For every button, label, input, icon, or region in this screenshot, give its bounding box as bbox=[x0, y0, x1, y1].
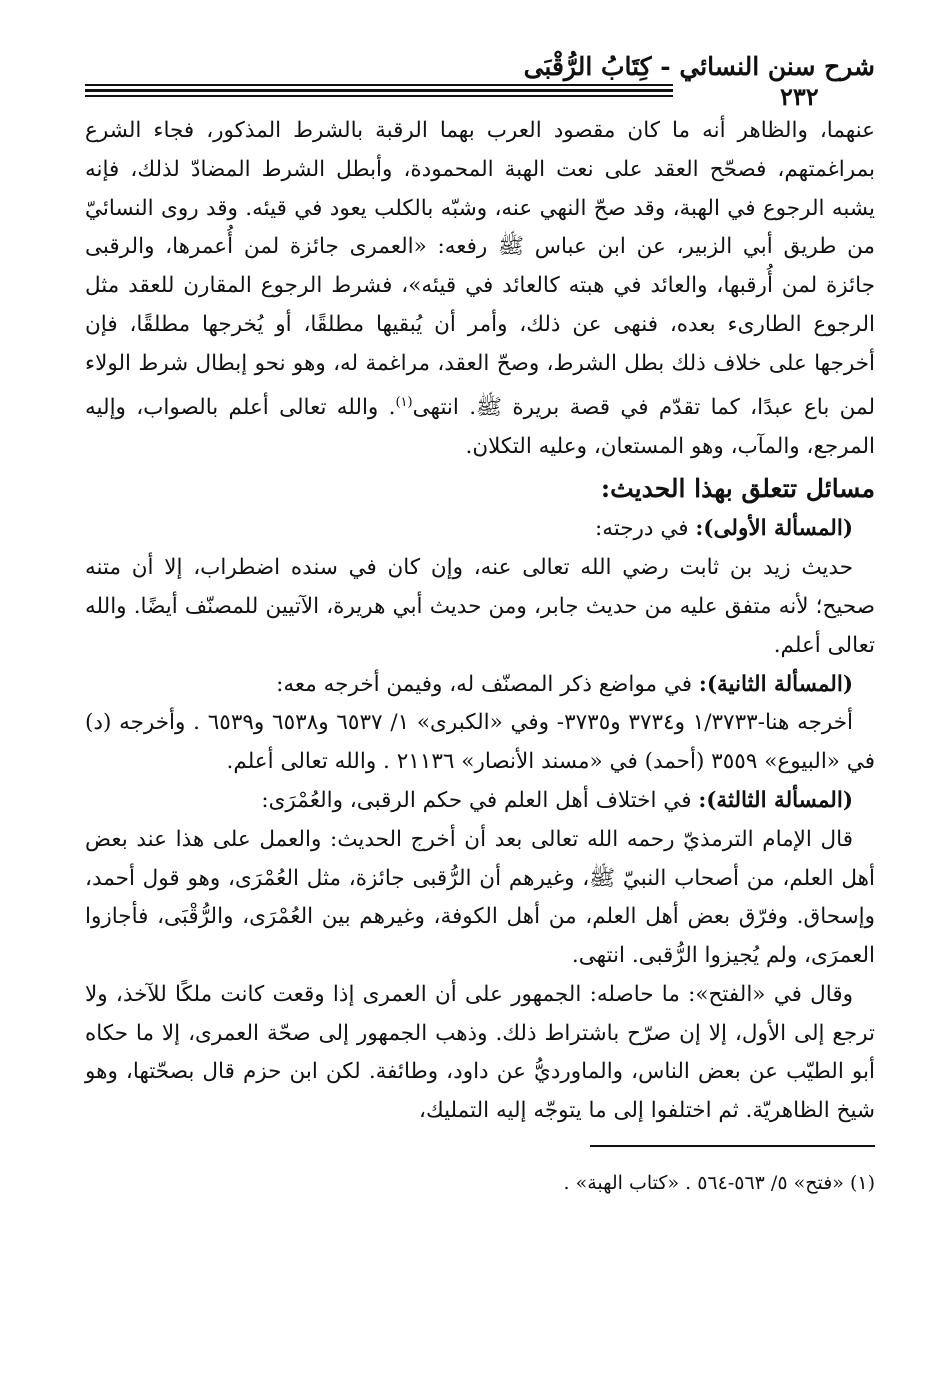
question-3-text: وقال في «الفتح»: ما حاصله: الجمهور على أن العمرى إذا وقعت كانت ملكًا للآخذ، ولا ترجع إلى الأول، إلا إن صرّح باشتراط ذلك. وذهب الجمهور إلى صحّة العمرى، إلا ما حكاه أبو الطيّب عن بعض الناس، والماورديُّ عن داود، وطائفة. لكن ابن حزم قال بصحّتها، وهو شيخ الظاهريّة. ثم اختلفوا إلى ما يتوجّه إليه التمليك، bbox=[85, 981, 875, 1124]
question-2-label: (المسألة الثانية): bbox=[698, 671, 853, 697]
footnote: (١) «فتح» ٥/ ٥٦٣-٥٦٤ . «كتاب الهبة» . bbox=[563, 1172, 875, 1195]
question-2-title: في مواضع ذكر المصنّف له، وفيمن أخرجه معه: bbox=[276, 671, 693, 697]
paragraph-intro: عنهما، والظاهر أنه ما كان مقصود العرب بهما الرقبة بالشرط المذكور، فجاء الشرع بمراغمتهم، فصحّح العقد على نعت الهبة المحمودة، وأبطل الشرط المضادّ لذلك، فإنه يشبه الرجوع في الهبة، وقد صحّ النهي عنه، وشبّه بالكلب يعود في قيئه. وقد روى النسائيّ من طريق أبي الزبير، عن ابن عباس ﷺ رفعه: «العمرى جائزة لمن أُعمرها، والرقبى جائزة لمن أُرقبها، والعائد في هبته كالعائد في قيئه»، فشرط الرجوع المقارن للعقد مثل الرجوع الطارىء بعده، فنهى عن ذلك، وأمر أن يُبقيها مطلقًا، أو يُخرجها مطلقًا، فإن أخرجها على خلاف ذلك بطل الشرط، وصحّ العقد، مراغمة له، وهو نحو إبطال شرط الولاء لمن باع عبدًا، كما تقدّم في قصة بريرة ﷺ. انتهى$^{(١)}$. والله تعالى أعلم بالصواب، وإليه المرجع، والمآب، وهو المستعان، وعليه التكلان. bbox=[85, 118, 876, 459]
question-2-heading bbox=[85, 666, 875, 705]
question-1-heading bbox=[85, 510, 875, 549]
header-rule bbox=[85, 84, 673, 86]
main-text bbox=[85, 112, 875, 1131]
page bbox=[85, 40, 875, 1340]
footnote-divider bbox=[590, 1145, 875, 1147]
question-1-label: (المسألة الأولى): bbox=[695, 516, 853, 542]
page-header bbox=[85, 40, 875, 112]
footnote-marker[interactable]: (١) bbox=[395, 394, 413, 410]
section-heading: مسائل تتعلق بهذا الحديث: bbox=[600, 474, 875, 504]
question-3-title: في اختلاف أهل العلم في حكم الرقبى، والعُمْرَى: bbox=[261, 787, 692, 813]
header-rule bbox=[85, 89, 673, 92]
question-3-heading bbox=[85, 782, 875, 821]
question-1-title: في درجته: bbox=[594, 516, 689, 542]
running-title: شرح سنن النسائي - كِتَابُ الرُّقْبَى bbox=[523, 52, 875, 81]
question-2-text: أخرجه هنا-١/٣٧٣٣ و٣٧٣٤ و٣٧٣٥- وفي «الكبرى» ١/ ٦٥٣٧ و٦٥٣٨ و٦٥٣٩ . وأخرجه (د) في «البيوع» ٣٥٥٩ (أحمد) في «مسند الأنصار» ٢١١٣٦ . والله تعالى أعلم. bbox=[85, 710, 875, 775]
question-3-text: قال الإمام الترمذيّ رحمه الله تعالى بعد أن أخرج الحديث: والعمل على هذا عند بعض أهل العلم، من أصحاب النبيّ ﷺ، وغيرهم أن الرُّقبى جائزة، مثل العُمْرَى، وهو قول أحمد، وإسحاق. وفرّق بعض أهل العلم، من أهل الكوفة، وغيرهم بين العُمْرَى، والرُّقْبَى، فأجازوا العمرَى، ولم يُجيزوا الرُّقبى. انتهى. bbox=[85, 826, 875, 969]
question-1-text: حديث زيد بن ثابت رضي الله تعالى عنه، وإن كان في سنده اضطراب، إلا أن متنه صحيح؛ لأنه متفق عليه من حديث جابر، ومن حديث أبي هريرة، الآتيين للمصنّف أيضًا. والله تعالى أعلم. bbox=[85, 555, 875, 658]
header-rule bbox=[85, 95, 673, 97]
question-3-label: (المسألة الثالثة): bbox=[698, 787, 853, 813]
page-number: ٢٣٢ bbox=[780, 82, 819, 111]
